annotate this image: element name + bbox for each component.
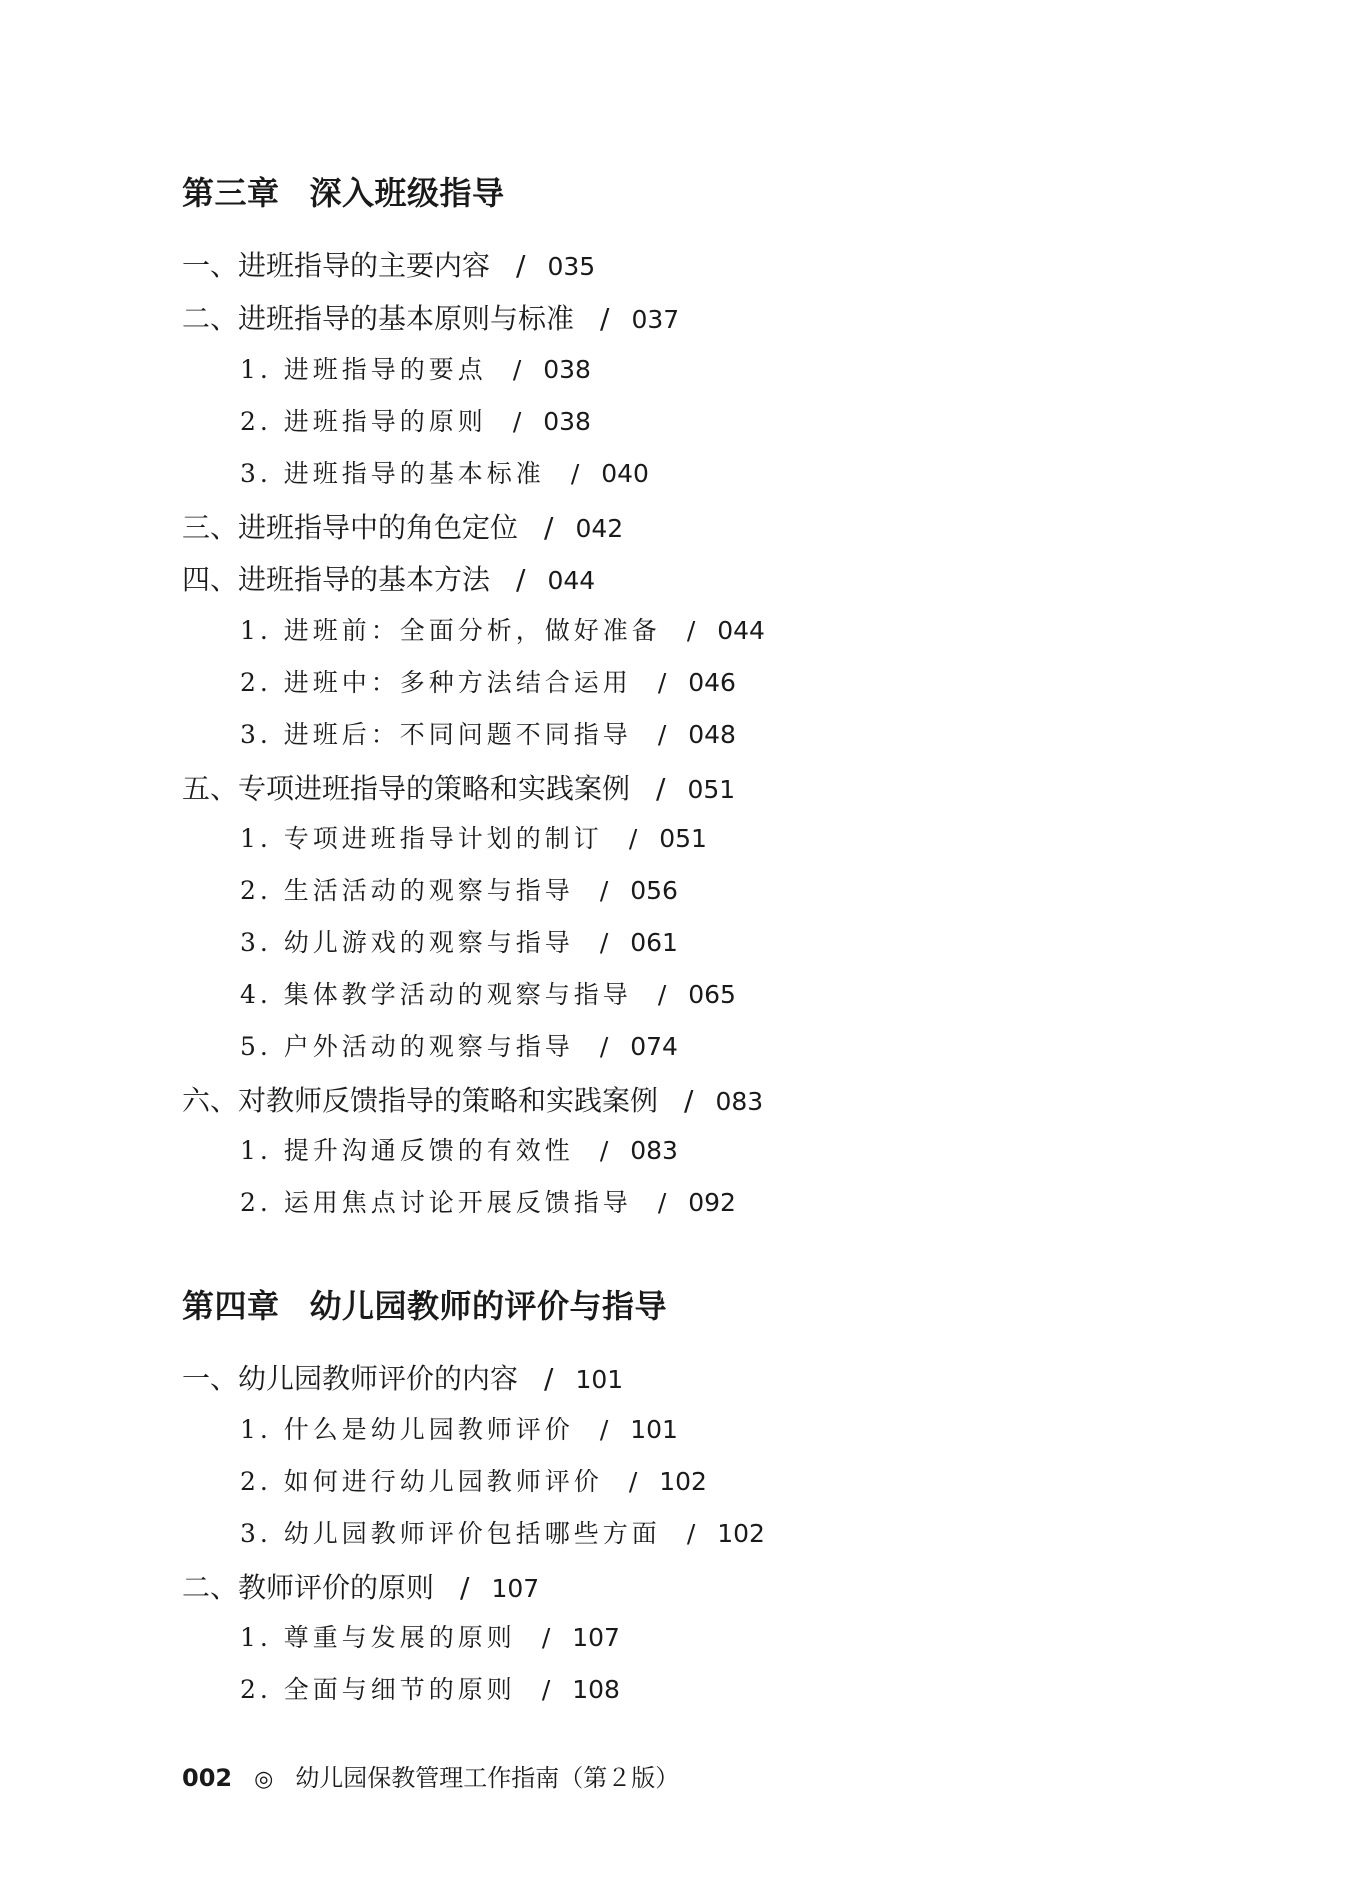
toc-entry-page: 065 — [688, 980, 736, 1009]
footer-separator-icon: ◎ — [254, 1767, 274, 1792]
toc-entry-separator: / — [600, 302, 610, 335]
toc-entry — [240, 1183, 736, 1219]
toc-entry-separator: / — [657, 1188, 667, 1217]
toc-entry-separator: / — [657, 668, 667, 697]
toc-entry — [240, 1131, 678, 1167]
toc-entry-title: 2. 运用焦点讨论开展反馈指导 — [240, 1188, 632, 1217]
toc-entry — [240, 1027, 678, 1063]
toc-entry-title: 1. 进班前：全面分析，做好准备 — [240, 616, 661, 645]
toc-entry-separator: / — [512, 407, 522, 436]
toc-entry-title: 1. 尊重与发展的原则 — [240, 1623, 516, 1652]
toc-entry-separator: / — [686, 1519, 696, 1548]
toc-entry-separator: / — [516, 563, 526, 596]
toc-entry-separator: / — [544, 511, 554, 544]
toc-entry-page: 056 — [630, 876, 678, 905]
toc-entry — [240, 402, 591, 438]
toc-entry-separator: / — [460, 1571, 470, 1604]
toc-entry-page: 035 — [547, 252, 596, 281]
toc-entry-title: 2. 进班中：多种方法结合运用 — [240, 668, 632, 697]
toc-entry — [240, 923, 678, 959]
toc-entry-title: 二、进班指导的基本原则与标准 — [182, 302, 575, 335]
toc-entry-page: 061 — [630, 928, 678, 957]
toc-entry — [240, 1410, 678, 1446]
toc-entry-title: 1. 什么是幼儿园教师评价 — [240, 1415, 574, 1444]
toc-entry-page: 042 — [575, 514, 624, 543]
toc-entry — [240, 663, 736, 699]
chapter-4-title: 幼儿园教师的评价与指导 — [309, 1287, 668, 1325]
toc-entry — [182, 506, 623, 546]
toc-entry-title: 3. 幼儿游戏的观察与指导 — [240, 928, 574, 957]
toc-entry — [182, 1079, 763, 1119]
toc-entry-page: 092 — [688, 1188, 736, 1217]
toc-entry-title: 六、对教师反馈指导的策略和实践案例 — [182, 1084, 659, 1117]
chapter-4-number: 第四章 — [182, 1287, 280, 1325]
toc-entry — [240, 1670, 620, 1706]
toc-entry-title: 2. 全面与细节的原则 — [240, 1675, 516, 1704]
toc-entry-page: 102 — [659, 1467, 707, 1496]
toc-entry-page: 074 — [630, 1032, 678, 1061]
toc-entry — [240, 611, 765, 647]
toc-entry-title: 五、专项进班指导的策略和实践案例 — [182, 772, 631, 805]
toc-entry-separator: / — [516, 249, 526, 282]
toc-entry-title: 一、进班指导的主要内容 — [182, 249, 491, 282]
toc-entry-separator: / — [599, 1415, 609, 1444]
toc-entry-page: 038 — [543, 407, 591, 436]
toc-entry — [240, 1618, 620, 1654]
toc-entry-separator: / — [599, 876, 609, 905]
toc-entry-title: 1. 专项进班指导计划的制订 — [240, 824, 603, 853]
toc-entry-title: 四、进班指导的基本方法 — [182, 563, 491, 596]
toc-entry-page: 037 — [631, 305, 680, 334]
toc-entry — [182, 767, 735, 807]
toc-entry-title: 2. 生活活动的观察与指导 — [240, 876, 574, 905]
toc-entry-title: 5. 户外活动的观察与指导 — [240, 1032, 574, 1061]
toc-entry-page: 038 — [543, 355, 591, 384]
toc-entry-separator: / — [599, 928, 609, 957]
toc-entry-page: 051 — [687, 775, 736, 804]
toc-entry — [182, 1566, 539, 1606]
toc-entry — [240, 715, 736, 751]
toc-entry — [240, 1462, 707, 1498]
chapter-3-heading — [182, 168, 505, 214]
toc-entry-page: 044 — [547, 566, 596, 595]
toc-entry-title: 3. 幼儿园教师评价包括哪些方面 — [240, 1519, 661, 1548]
toc-entry — [182, 1357, 623, 1397]
toc-entry-page: 048 — [688, 720, 736, 749]
page-footer — [182, 1758, 679, 1793]
footer-book-title: 幼儿园保教管理工作指南（第２版） — [295, 1764, 680, 1792]
toc-entry-page: 046 — [688, 668, 736, 697]
toc-entry-title: 2. 进班指导的原则 — [240, 407, 487, 436]
toc-entry — [240, 350, 591, 386]
toc-entry-page: 107 — [572, 1623, 620, 1652]
toc-entry — [182, 297, 679, 337]
toc-entry-page: 040 — [601, 459, 649, 488]
toc-entry-separator: / — [544, 1362, 554, 1395]
toc-entry-page: 101 — [575, 1365, 624, 1394]
toc-entry-page: 101 — [630, 1415, 678, 1444]
toc-entry-title: 三、进班指导中的角色定位 — [182, 511, 519, 544]
toc-entry-page: 083 — [715, 1087, 764, 1116]
toc-entry — [182, 558, 595, 598]
toc-entry-separator: / — [656, 772, 666, 805]
toc-entry-separator: / — [599, 1032, 609, 1061]
toc-entry — [240, 454, 649, 490]
toc-entry-title: 1. 进班指导的要点 — [240, 355, 487, 384]
toc-entry-separator: / — [686, 616, 696, 645]
chapter-4-heading — [182, 1281, 667, 1327]
toc-entry — [240, 819, 707, 855]
toc-entry-title: 二、教师评价的原则 — [182, 1571, 435, 1604]
toc-entry-separator: / — [657, 980, 667, 1009]
toc-entry-page: 107 — [491, 1574, 540, 1603]
toc-entry-separator: / — [628, 1467, 638, 1496]
footer-page-number: 002 — [182, 1764, 233, 1792]
toc-entry-separator: / — [541, 1675, 551, 1704]
toc-entry-page: 102 — [717, 1519, 765, 1548]
toc-entry — [240, 871, 678, 907]
toc-entry — [240, 975, 736, 1011]
toc-entry-separator: / — [684, 1084, 694, 1117]
toc-entry-title: 1. 提升沟通反馈的有效性 — [240, 1136, 574, 1165]
toc-entry-separator: / — [541, 1623, 551, 1652]
toc-entry-separator: / — [512, 355, 522, 384]
toc-entry-separator: / — [570, 459, 580, 488]
toc-entry-separator: / — [657, 720, 667, 749]
toc-entry — [182, 244, 595, 284]
toc-entry-title: 3. 进班指导的基本标准 — [240, 459, 545, 488]
toc-entry-page: 044 — [717, 616, 765, 645]
toc-entry-title: 4. 集体教学活动的观察与指导 — [240, 980, 632, 1009]
toc-entry-title: 2. 如何进行幼儿园教师评价 — [240, 1467, 603, 1496]
toc-entry-page: 108 — [572, 1675, 620, 1704]
toc-entry-page: 051 — [659, 824, 707, 853]
toc-entry-page: 083 — [630, 1136, 678, 1165]
toc-entry-title: 3. 进班后：不同问题不同指导 — [240, 720, 632, 749]
toc-entry-separator: / — [599, 1136, 609, 1165]
toc-entry-separator: / — [628, 824, 638, 853]
toc-entry-title: 一、幼儿园教师评价的内容 — [182, 1362, 519, 1395]
chapter-3-title: 深入班级指导 — [309, 174, 505, 212]
toc-entry — [240, 1514, 765, 1550]
chapter-3-number: 第三章 — [182, 174, 280, 212]
